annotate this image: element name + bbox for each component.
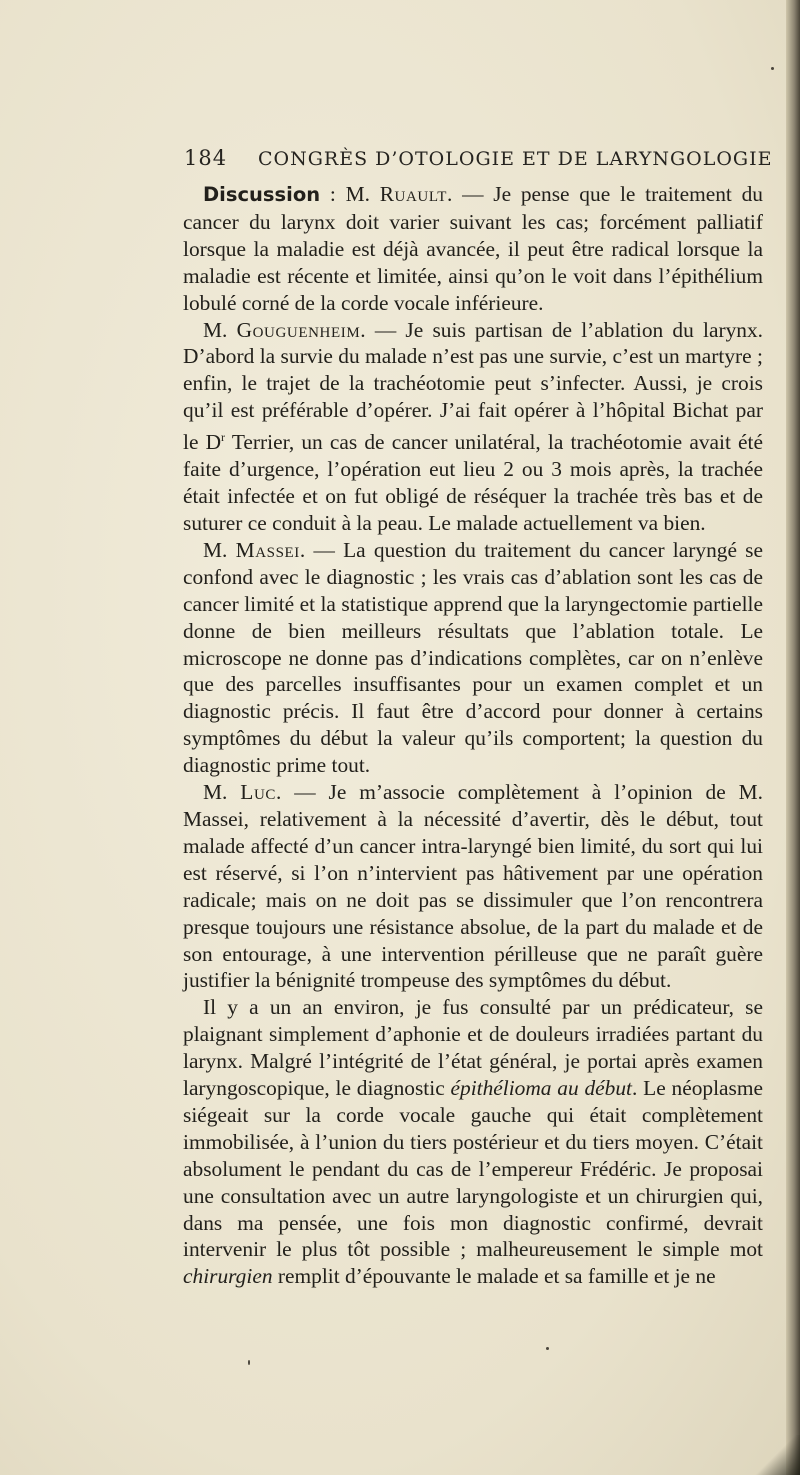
paragraph-text: . — Je pense que le traitement du cancer du larynx doit varier suivant les cas; forcément palliatif lorsque la maladie est déjà avancée, il peut être radical lorsque la maladie est récente et limitée, ainsi qu’on le voit dans l’épithélium lobulé corné de la corde vocale inférieure. (183, 182, 763, 315)
page-corner-shadow (740, 1435, 800, 1475)
paragraph-text: . — Je m’associe complètement à l’opinion de M. Massei, relativement à la nécessité d’avertir, dès le début, tout malade affecté d’un cancer intra-laryngé bien limité, du sort qui lui est réservé, si l’on n’intervient pas hâtivement par une opération radicale; mais on ne doit pas se dissimuler que l’on rencontrera presque toujours une résistance absolue, de la part du malade et de son entourage, à une intervention périlleuse que ne paraît guère justifier la bénignité trompeuse des symptômes du début. (183, 780, 763, 993)
ink-speck (546, 1347, 549, 1350)
paragraph-case-report (183, 994, 763, 1290)
italic-term: épithélioma au début (450, 1076, 633, 1101)
paragraph-text: Terrier, un cas de cancer unilatéral, la trachéotomie avait été faite d’urgence, l’opération eut lieu 2 ou 3 mois après, la trachée était infectée et on fut obligé de réséquer la trachée très bas et de suturer ce conduit à la peau. Le malade actuellement va bien. (183, 430, 763, 535)
paragraph-text: M. (203, 317, 237, 342)
paragraph-text: M. (203, 537, 236, 562)
speaker-name: Massei (235, 537, 300, 562)
running-title: CONGRÈS D’OTOLOGIE ET DE LARYNGOLOGIE (258, 148, 773, 170)
paragraph-text: . Le néoplasme siégeait sur la corde vocale gauche qui était complètement immobilisée, à l’union du tiers postérieur et du tiers moyen. C’était absolument le pendant du cas de l’empereur Frédéric. Je proposai une consultation avec un autre laryngologiste et un chirurgien qui, dans ma pensée, une fois mon diagnostic confirmé, devrait intervenir le plus tôt possible ; malheureusement le simple mot (183, 1076, 763, 1262)
page-gutter-shadow (786, 0, 800, 1475)
page-number: 184 (184, 146, 228, 170)
discussion-heading: Discussion (203, 183, 321, 206)
paragraph-text: . — Je suis partisan de l’ablation du larynx. D’abord la survie du malade n’est pas une survie, c’est un martyre ; enfin, le trajet de la trachéotomie peut s’infecter. Aussi, je crois qu’il est préférable d’opérer. J’ai fait opérer à l’hôpital Bichat par le D (183, 317, 763, 455)
paragraph-text: . — La question du traitement du cancer laryngé se confond avec le diagnostic ; les vrais cas d’ablation sont les cas de cancer limité et la statistique apprend que la laryngectomie partielle donne de bien meilleurs résultats que l’ablation totale. Le microscope ne donne pas d’indications complètes, car on n’enlève que des parcelles insuffisantes pour un examen complet et un diagnostic précis. Il faut être d’accord pour donner à certains symptômes du début la valeur qu’ils comportent; la question du diagnostic prime tout. (183, 537, 763, 778)
speaker-name: Ruault (379, 182, 448, 206)
superscript: r (221, 430, 226, 445)
paragraph-text: : M. (320, 182, 380, 206)
ink-speck (248, 1360, 250, 1365)
ink-speck (771, 67, 774, 70)
running-header (184, 146, 773, 170)
body-text (183, 181, 763, 1290)
speaker-name: Luc (240, 780, 276, 805)
paragraph-text: Il y a un an environ, je fus consulté par un prédicateur, se plaignant simplement d’aphonie et de douleurs irradiées partant du larynx. Malgré l’intégrité de l’état général, je portai après examen laryngoscopique, le diagnostic (183, 995, 763, 1101)
speaker-name: Gouguenheim (236, 317, 361, 342)
paragraph-text: M. (203, 780, 241, 805)
paragraph-luc (183, 779, 763, 994)
paragraph-gouguenheim (183, 317, 763, 537)
paragraph-massei (183, 537, 763, 779)
paragraph-text: remplit d’épouvante le malade et sa famille et je ne (272, 1264, 716, 1289)
italic-term: chirurgien (183, 1264, 273, 1289)
paragraph-ruault (183, 181, 763, 317)
